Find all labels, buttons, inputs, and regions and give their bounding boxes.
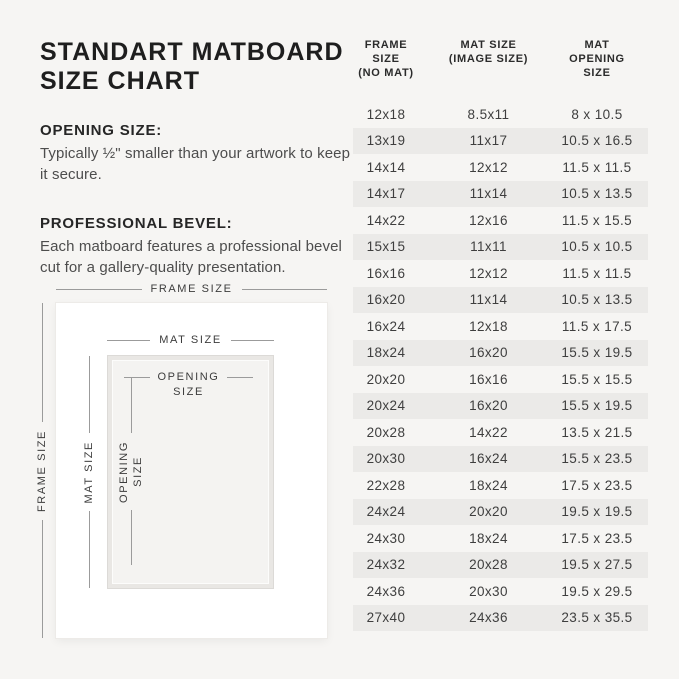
label-line (242, 289, 328, 290)
frame-size-label-text-vertical: FRAME SIZE (36, 429, 48, 512)
table-cell: 18x24 (366, 345, 406, 361)
opening-size-label-line2: SIZE (173, 386, 204, 398)
table-cell: 11.5 x 15.5 (561, 212, 633, 228)
frame-size-top-label (56, 283, 327, 295)
label-line (131, 510, 132, 565)
table-cell: 15.5 x 15.5 (561, 371, 633, 387)
label-line (231, 340, 274, 341)
table-cell: 14x14 (366, 159, 406, 175)
opening-size-label-text (158, 370, 220, 400)
table-header-row (353, 38, 648, 80)
opening-size-side-label (116, 378, 146, 565)
professional-bevel-heading: PROFESSIONAL BEVEL: (40, 215, 233, 232)
frame-size-side-label (35, 303, 49, 638)
table-cell: 16x16 (366, 265, 406, 281)
page-title (40, 38, 352, 96)
table-cell: 23.5 x 35.5 (561, 610, 633, 626)
table-cell: 16x24 (469, 451, 508, 467)
table-cell: 11x11 (470, 239, 507, 255)
table-row (353, 578, 648, 605)
table-cell: 20x20 (366, 371, 406, 387)
table-cell: 10.5 x 16.5 (561, 133, 633, 149)
table-cell: 8.5x11 (467, 106, 510, 122)
matboard-diagram (28, 283, 328, 643)
table-cell: 20x30 (366, 451, 406, 467)
mat-size-label-text: MAT SIZE (159, 334, 222, 346)
table-cell: 14x17 (366, 186, 406, 202)
label-line (131, 378, 132, 433)
table-cell: 19.5 x 19.5 (561, 504, 633, 520)
opening-size-label-word2-vertical: SIZE (132, 456, 144, 487)
mat-rectangle (108, 356, 273, 588)
table-row (353, 419, 648, 446)
label-line (107, 340, 150, 341)
table-cell: 15.5 x 23.5 (561, 451, 633, 467)
page-title-line1: STANDART MATBOARD (40, 38, 344, 66)
mat-size-label-text-vertical: MAT SIZE (83, 440, 95, 504)
table-cell: 17.5 x 23.5 (561, 477, 633, 493)
table-row (353, 234, 648, 261)
table-row (353, 366, 648, 393)
table-row (353, 605, 648, 632)
table-row (353, 552, 648, 579)
table-cell: 16x20 (469, 398, 508, 414)
table-row (353, 260, 648, 287)
label-line (227, 377, 253, 378)
table-cell: 16x16 (469, 371, 508, 387)
table-row (353, 128, 648, 155)
mat-size-side-label (82, 356, 96, 588)
section-professional-bevel (40, 215, 352, 278)
column-header-frame-size (353, 38, 419, 80)
table-cell: 16x20 (366, 292, 406, 308)
size-table (353, 38, 648, 631)
column-header-mat-size (419, 38, 558, 80)
table-body (353, 101, 648, 631)
table-cell: 24x32 (366, 557, 406, 573)
column-header-line: SIZE (583, 67, 611, 79)
table-cell: 27x40 (366, 610, 406, 626)
label-line (89, 511, 90, 588)
table-cell: 15.5 x 19.5 (561, 345, 633, 361)
table-cell: 11.5 x 11.5 (562, 265, 632, 281)
opening-size-label-word1-vertical: OPENING (118, 440, 130, 503)
table-cell: 12x18 (469, 318, 508, 334)
table-cell: 11x14 (469, 292, 508, 308)
table-row (353, 101, 648, 128)
frame-size-label-text: FRAME SIZE (150, 283, 233, 295)
table-row (353, 446, 648, 473)
frame-rectangle (56, 303, 327, 638)
table-cell: 12x12 (469, 159, 508, 175)
table-cell: 11x14 (469, 186, 508, 202)
table-cell: 10.5 x 13.5 (561, 186, 633, 202)
table-row (353, 472, 648, 499)
table-cell: 20x28 (366, 424, 406, 440)
table-row (353, 340, 648, 367)
table-cell: 12x12 (469, 265, 508, 281)
label-line (56, 289, 142, 290)
table-cell: 24x30 (366, 530, 406, 546)
professional-bevel-body: Each matboard features a professional bevel cut for a gallery-quality presentation. (40, 238, 342, 276)
table-cell: 24x36 (469, 610, 508, 626)
table-row (353, 154, 648, 181)
table-cell: 10.5 x 10.5 (561, 239, 633, 255)
table-cell: 13.5 x 21.5 (561, 424, 633, 440)
table-row (353, 287, 648, 314)
table-cell: 22x28 (366, 477, 406, 493)
opening-size-body: Typically ½" smaller than your artwork to keep it secure. (40, 145, 351, 183)
table-row (353, 499, 648, 526)
table-cell: 12x16 (469, 212, 508, 228)
table-cell: 19.5 x 29.5 (561, 583, 633, 599)
table-cell: 17.5 x 23.5 (561, 530, 633, 546)
table-cell: 14x22 (469, 424, 508, 440)
table-cell: 11.5 x 17.5 (561, 318, 633, 334)
table-cell: 15.5 x 19.5 (561, 398, 633, 414)
table-row (353, 207, 648, 234)
label-line (42, 303, 43, 422)
table-cell: 24x24 (366, 504, 406, 520)
table-cell: 18x24 (469, 477, 508, 493)
section-opening-size (40, 122, 352, 185)
column-header-line: (NO MAT) (358, 67, 414, 79)
column-header-line: MAT OPENING (569, 39, 625, 65)
page-title-line2: SIZE CHART (40, 67, 200, 95)
table-cell: 24x36 (366, 583, 406, 599)
table-cell: 15x15 (366, 239, 406, 255)
table-cell: 11.5 x 11.5 (562, 159, 632, 175)
column-header-mat-opening-size (558, 38, 636, 80)
table-row (353, 393, 648, 420)
table-cell: 16x24 (366, 318, 406, 334)
table-row (353, 525, 648, 552)
table-cell: 12x18 (366, 106, 406, 122)
label-line (89, 356, 90, 433)
table-cell: 20x20 (469, 504, 508, 520)
table-cell: 8 x 10.5 (571, 106, 623, 122)
opening-size-heading: OPENING SIZE: (40, 122, 163, 139)
column-header-line: FRAME SIZE (364, 39, 408, 65)
table-cell: 20x24 (366, 398, 406, 414)
table-cell: 20x30 (469, 583, 508, 599)
column-header-line: (IMAGE SIZE) (448, 53, 529, 65)
table-row (353, 181, 648, 208)
opening-size-label-vertical (118, 441, 144, 503)
column-header-line: MAT SIZE (460, 39, 517, 51)
table-cell: 19.5 x 27.5 (561, 557, 633, 573)
opening-size-label-line1: OPENING (157, 371, 220, 383)
table-cell: 10.5 x 13.5 (561, 292, 633, 308)
label-line (42, 520, 43, 639)
table-cell: 14x22 (366, 212, 406, 228)
table-cell: 11x17 (469, 133, 508, 149)
left-column (40, 38, 352, 278)
table-cell: 18x24 (469, 530, 508, 546)
table-cell: 13x19 (366, 133, 406, 149)
table-cell: 16x20 (469, 345, 508, 361)
table-cell: 20x28 (469, 557, 508, 573)
table-row (353, 313, 648, 340)
mat-size-top-label (107, 334, 274, 346)
